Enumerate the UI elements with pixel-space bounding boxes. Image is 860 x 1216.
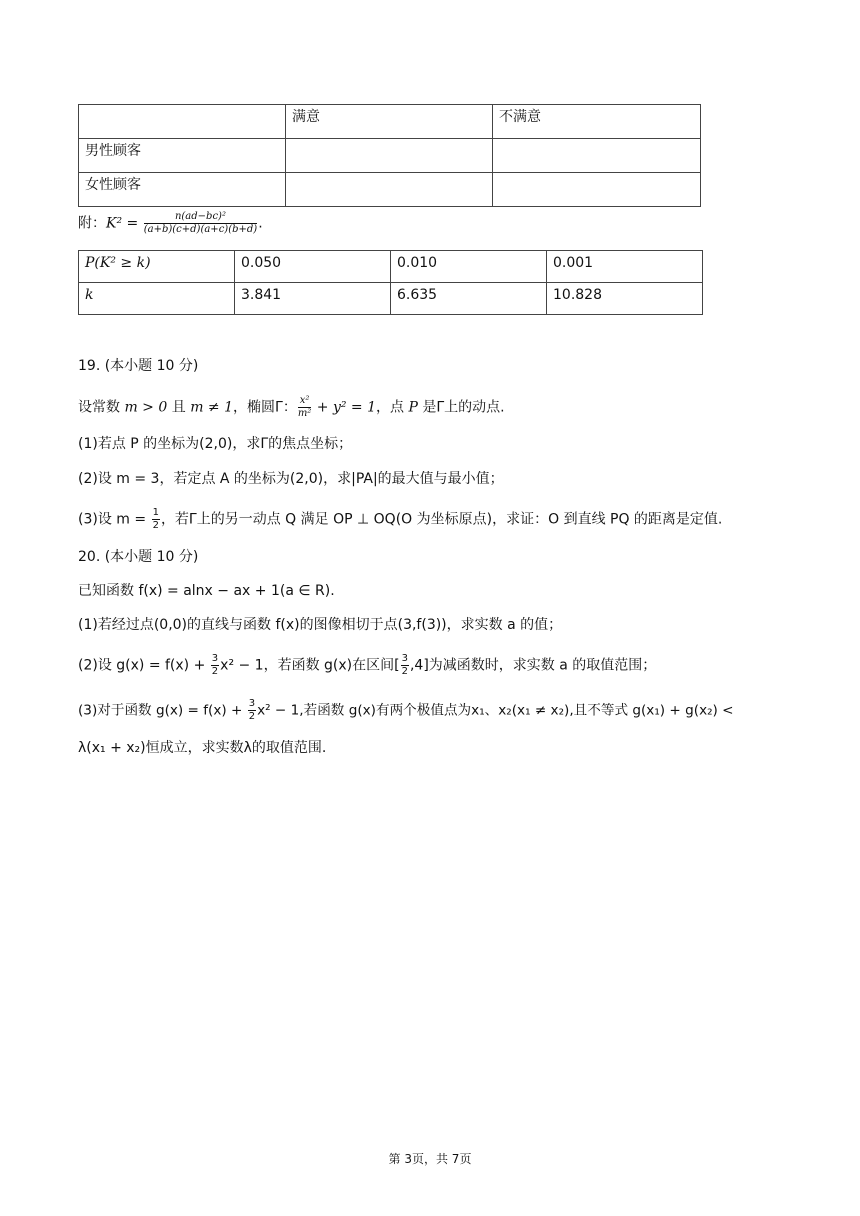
q19-part3-text: (3)设 m = xyxy=(78,511,151,528)
q19-stem-text: 设常数 xyxy=(78,399,125,416)
q20-heading: 20. (本小题 10 分) xyxy=(78,549,199,565)
table-cell: 0.001 xyxy=(547,251,703,283)
q19-stem-math: P xyxy=(408,399,418,416)
q20-part2-text: ,4]为减函数时，求实数 a 的取值范围； xyxy=(409,657,657,674)
note-prefix: 附： xyxy=(78,215,106,232)
table-cell: 6.635 xyxy=(391,283,547,315)
fraction-numerator: n(ad−bc)² xyxy=(144,212,257,224)
table-cell: 3.841 xyxy=(235,283,391,315)
q19-stem-math: m > 0 xyxy=(124,399,168,416)
table-header-row xyxy=(79,105,701,139)
table-cell: 0.050 xyxy=(235,251,391,283)
fraction-denominator: (a+b)(c+d)(a+c)(b+d) xyxy=(143,224,258,235)
table-row xyxy=(79,139,701,173)
table-row xyxy=(79,251,703,283)
three-halves-fraction xyxy=(248,699,256,722)
table-cell: 满意 xyxy=(286,105,493,139)
three-halves-fraction xyxy=(401,654,409,677)
fraction-denominator: 2 xyxy=(152,520,159,531)
page-footer: 第 3页，共 7页 xyxy=(388,1152,472,1166)
half-fraction xyxy=(152,508,160,531)
fraction-numerator: 3 xyxy=(211,653,219,664)
table-cell: 女性顾客 xyxy=(79,173,286,207)
fraction-numerator: x² xyxy=(299,395,310,406)
table-cell: 不满意 xyxy=(493,105,701,139)
q19-stem-text: ，点 xyxy=(376,399,409,416)
q20-part1: (1)若经过点(0,0)的直线与函数 f(x)的图像相切于点(3,f(3))，求实数 a 的值； xyxy=(78,617,563,633)
note-suffix: . xyxy=(258,215,263,232)
fraction-denominator: 2 xyxy=(401,666,408,677)
formula-fraction xyxy=(144,212,257,235)
table-cell xyxy=(493,173,701,207)
table-row xyxy=(79,283,703,315)
table-cell: 10.828 xyxy=(547,283,703,315)
q19-part2: (2)设 m = 3，若定点 A 的坐标为(2,0)，求|PA|的最大值与最小值； xyxy=(78,471,504,487)
q19-stem-text: 且 xyxy=(167,399,191,416)
fraction-numerator: 3 xyxy=(401,653,408,664)
critical-value-table xyxy=(78,250,703,315)
q20-part3-continued: λ(x₁ + x₂)恒成立，求实数λ的取值范围. xyxy=(78,740,327,756)
q20-part3 xyxy=(78,699,734,722)
q20-stem: 已知函数 f(x) = alnx − ax + 1(a ∈ R). xyxy=(78,583,335,599)
q20-part2 xyxy=(78,654,656,677)
q19-heading: 19. (本小题 10 分) xyxy=(78,358,199,374)
formula-equals: = xyxy=(122,215,143,232)
ellipse-fraction xyxy=(298,396,312,419)
q20-part3-text: (3)对于函数 g(x) = f(x) + xyxy=(78,702,247,719)
q19-stem xyxy=(78,396,505,419)
q19-stem-math: + y² = 1 xyxy=(312,399,377,416)
q19-part3 xyxy=(78,508,722,531)
table-cell: k xyxy=(79,283,235,315)
table-cell: 0.010 xyxy=(391,251,547,283)
table-cell: P(K² ≥ k) xyxy=(79,251,235,283)
fraction-numerator: 3 xyxy=(248,698,256,709)
q20-part3-text: x² − 1,若函数 g(x)有两个极值点为x₁、x₂(x₁ ≠ x₂),且不等式 g(x₁) + g(x₂) < xyxy=(257,702,734,719)
q19-stem-math: m ≠ 1 xyxy=(190,399,234,416)
table-cell xyxy=(79,105,286,139)
formula-lhs: K² xyxy=(106,215,123,232)
q20-part2-text: (2)设 g(x) = f(x) + xyxy=(78,657,210,674)
satisfaction-table xyxy=(78,104,701,207)
table-row xyxy=(79,173,701,207)
q19-part1: (1)若点 P 的坐标为(2,0)，求Γ的焦点坐标； xyxy=(78,436,353,452)
fraction-denominator: 2 xyxy=(211,666,219,677)
formula-note xyxy=(78,212,263,235)
q20-part2-text: x² − 1，若函数 g(x)在区间[ xyxy=(220,657,400,674)
table-cell xyxy=(286,173,493,207)
fraction-denominator: m² xyxy=(297,408,312,419)
q19-stem-text: 是Γ上的动点. xyxy=(417,399,505,416)
three-halves-fraction xyxy=(211,654,219,677)
table-cell: 男性顾客 xyxy=(79,139,286,173)
fraction-denominator: 2 xyxy=(248,711,256,722)
table-cell xyxy=(286,139,493,173)
table-cell xyxy=(493,139,701,173)
q19-stem-text: ，椭圆Γ： xyxy=(233,399,297,416)
fraction-numerator: 1 xyxy=(152,507,159,518)
q19-part3-text: ，若Γ上的另一动点 Q 满足 OP ⊥ OQ(O 为坐标原点)，求证：O 到直线 PQ 的距离是定值. xyxy=(160,511,723,528)
